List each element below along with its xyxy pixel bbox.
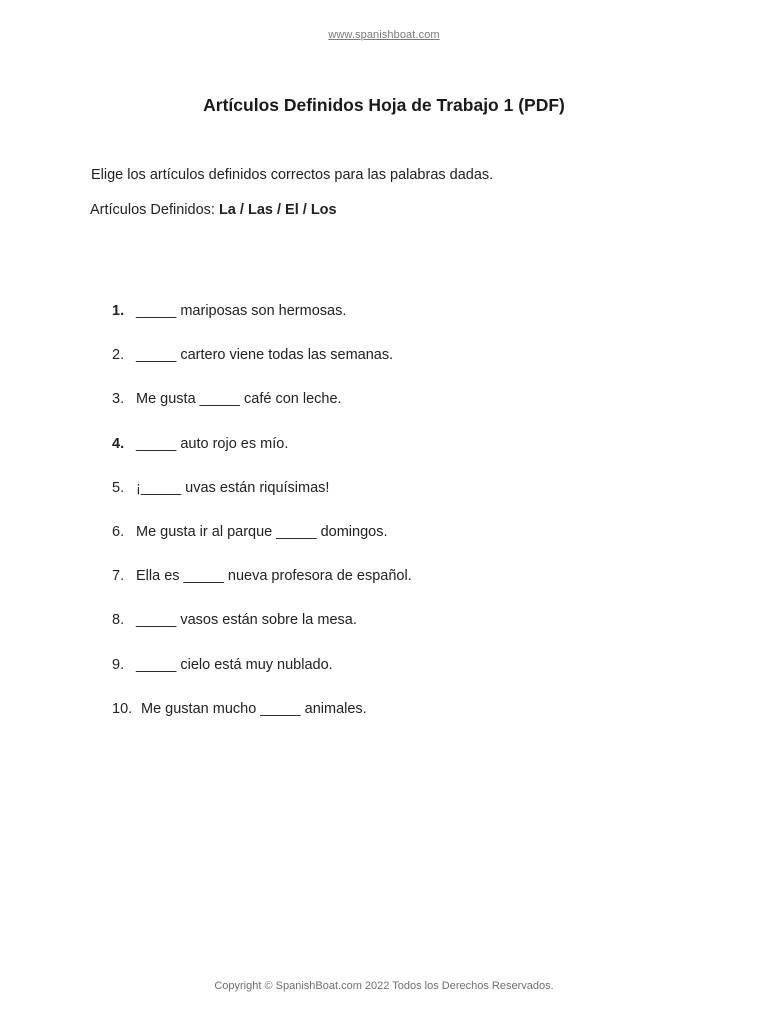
question-item <box>112 347 412 391</box>
question-text: ¡_____ uvas están riquísimas! <box>136 479 330 496</box>
question-number: 6. <box>112 523 125 540</box>
question-number: 5. <box>112 479 125 496</box>
question-item <box>112 524 412 568</box>
question-number: 4. <box>112 435 125 452</box>
question-item <box>112 657 412 701</box>
question-item <box>112 568 412 612</box>
question-text: Me gustan mucho _____ animales. <box>141 700 367 717</box>
question-text: _____ vasos están sobre la mesa. <box>136 612 357 629</box>
question-number: 8. <box>112 612 125 629</box>
question-item <box>112 480 412 524</box>
articles-line <box>90 202 337 218</box>
page-title: Artículos Definidos Hoja de Trabajo 1 (PDF) <box>203 95 565 115</box>
question-number: 9. <box>112 656 125 673</box>
question-item <box>112 391 412 435</box>
question-list <box>112 303 412 745</box>
question-text: _____ cartero viene todas las semanas. <box>136 347 394 364</box>
question-text: _____ cielo está muy nublado. <box>136 656 333 673</box>
question-number: 7. <box>112 568 125 585</box>
articles-options: La / Las / El / Los <box>218 202 337 218</box>
question-item <box>112 436 412 480</box>
question-text: Me gusta ir al parque _____ domingos. <box>136 523 388 540</box>
site-link[interactable]: www.spanishboat.com <box>328 29 440 41</box>
question-number: 1. <box>112 303 125 319</box>
question-text: _____ mariposas son hermosas. <box>136 303 347 319</box>
question-item <box>112 303 412 347</box>
instruction-text: Elige los artículos definidos correctos para las palabras dadas. <box>91 167 494 183</box>
question-number: 2. <box>112 347 125 364</box>
articles-label: Artículos Definidos: <box>90 202 219 218</box>
copyright-footer: Copyright © SpanishBoat.com 2022 Todos los Derechos Reservados. <box>214 980 554 992</box>
question-number: 3. <box>112 391 125 408</box>
question-text: Me gusta _____ café con leche. <box>136 391 342 408</box>
question-number: 10. <box>112 700 133 717</box>
question-item <box>112 701 412 745</box>
question-text: Ella es _____ nueva profesora de español. <box>136 568 412 585</box>
question-item <box>112 612 412 656</box>
question-text: _____ auto rojo es mío. <box>136 435 289 452</box>
